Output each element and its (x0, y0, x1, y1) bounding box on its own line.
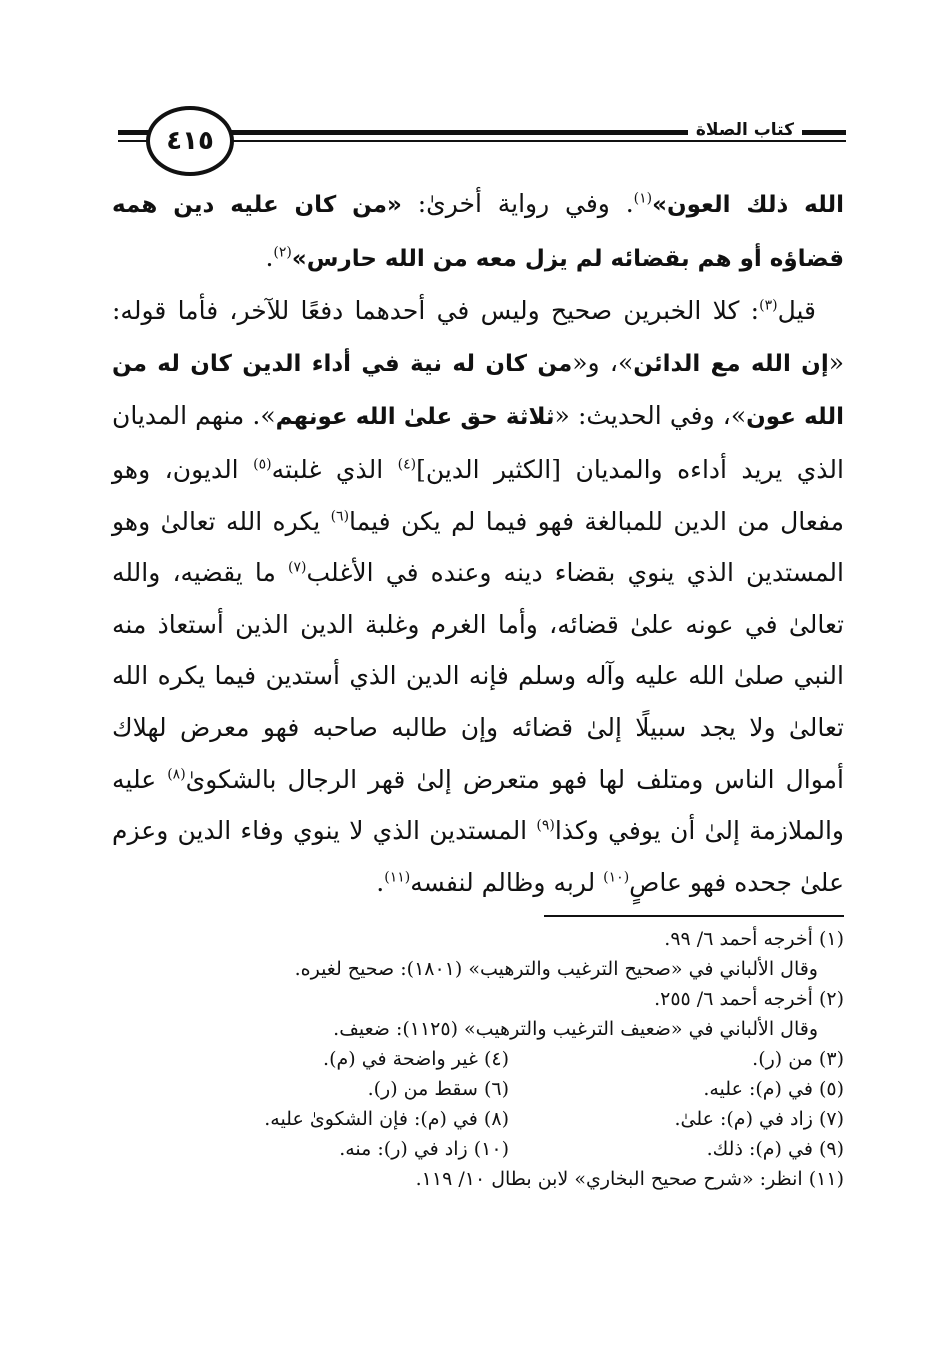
text-run: الديون، وهو مفعال من الدين للمبالغة فهو فيما لم يكن فيما (112, 454, 844, 536)
footnote-11: (١١) انظر: «شرح صحيح البخاري» لابن بطال ١٠/ ١١٩. (415, 1168, 844, 1190)
footnote-ref: (٧) (288, 559, 307, 576)
footnote-2: (٢) أخرجه أحمد ٦/ ٢٥٥. (654, 988, 844, 1010)
quote-bold: من كان له نية في أداء الدين كان له من الله عون (112, 350, 844, 431)
text-run: »، و« (572, 347, 634, 377)
text-run: : كلا الخبرين صحيح وليس في أحدهما دفعًا للآخر، فأما قوله: « (112, 296, 844, 377)
footnote-separator (544, 915, 844, 917)
footnote-ref: (٤) (397, 456, 417, 473)
footnote-row (150, 1104, 844, 1134)
footnote-row (150, 1134, 844, 1164)
quote-bold: «من كان عليه دين همه قضاؤه أو هم بقضائه لم يزل معه من الله حارس» (112, 192, 844, 272)
text-run: . (265, 242, 274, 272)
text-run: عليه والملازمة إلىٰ أن يوفي وكذا (112, 764, 844, 846)
footnote-4: (٤) غير واضحة في (م). (323, 1048, 509, 1070)
footnote-ref: (١١) (384, 869, 411, 886)
footnote-1-note: وقال الألباني في «صحيح الترغيب والترهيب» (١٨٠١): صحيح لغيره. (294, 958, 818, 980)
footnote-ref: (١) (633, 190, 653, 207)
quote-bold: إن الله مع الدائن (633, 350, 829, 377)
page-header (118, 100, 846, 170)
footnote-ref: (١٠) (603, 869, 630, 886)
text-run: لربه وظالم لنفسه (410, 867, 604, 897)
footnote-3: (٣) من (ر). (752, 1048, 844, 1070)
quote-bold: الله ذلك العون» (652, 192, 845, 218)
footnote-ref: (٢) (273, 244, 292, 261)
footnote-5: (٥) في (م): عليه. (703, 1078, 844, 1100)
footnote-ref: (٥) (253, 456, 272, 473)
page-number: ٤١٥ (166, 126, 214, 156)
running-title: كتاب الصلاة (688, 120, 802, 140)
text-run: يكره الله تعالىٰ وهو المستدين الذي ينوي بقضاء دينه وعنده في الأغلب (112, 506, 844, 588)
footnote-ref: (٣) (759, 297, 778, 314)
footnote-6: (٦) سقط من (ر). (367, 1078, 509, 1100)
text-run: المستدين الذي لا ينوي وفاء الدين وعزم علىٰ جحده فهو عاصٍ (112, 816, 844, 897)
footnote-row (150, 1074, 844, 1104)
paragraph-2 (112, 285, 844, 908)
footnote-8: (٨) في (م): فإن الشكوىٰ عليه. (264, 1108, 509, 1130)
text-run: . وفي رواية أخرىٰ: (401, 189, 634, 218)
footnotes (150, 924, 844, 1194)
text-run: قيل (777, 296, 816, 326)
footnote-9: (٩) في (م): ذلك. (706, 1138, 844, 1160)
text-run: ». منهم المديان الذي يريد أداءه والمديان [الكثير الدين] (112, 401, 844, 484)
quote-bold: ثلاثة حق علىٰ الله عونهم (275, 404, 555, 431)
paragraph-1 (112, 178, 844, 285)
footnote-1: (١) أخرجه أحمد ٦/ ٩٩. (664, 928, 844, 950)
text-run: ما يقضيه، والله تعالىٰ في عونه علىٰ قضائه، وأما الغرم وغلبة الدين الذين أستعاذ منه النبي صلىٰ الله عليه وآله وسلم فإنه الدين الذي أستدين فيما يكره الله تعالىٰ ولا يجد سبيلًا إلىٰ قضائه وإن طالبه صاحبه فهو معرض لهلاك أموال الناس ومتلف لها فهو متعرض إلىٰ قهر الرجال بالشكوىٰ (112, 558, 844, 794)
footnote-ref: (٦) (330, 508, 350, 525)
text-run: »، وفي الحديث: « (554, 401, 747, 431)
footnote-10: (١٠) زاد في (ر): منه. (339, 1138, 509, 1160)
footnote-2-note: وقال الألباني في «ضعيف الترغيب والترهيب» (١١٢٥): ضعيف. (333, 1018, 818, 1040)
footnote-row (150, 1044, 844, 1074)
text-run: . (376, 867, 385, 897)
footnote-ref: (٩) (536, 817, 555, 834)
footnote-ref: (٨) (167, 766, 186, 783)
text-run: الذي غلبته (271, 454, 398, 484)
footnote-7: (٧) زاد في (م): علىٰ. (674, 1108, 844, 1130)
page-number-badge (146, 106, 234, 176)
main-text (112, 178, 844, 908)
